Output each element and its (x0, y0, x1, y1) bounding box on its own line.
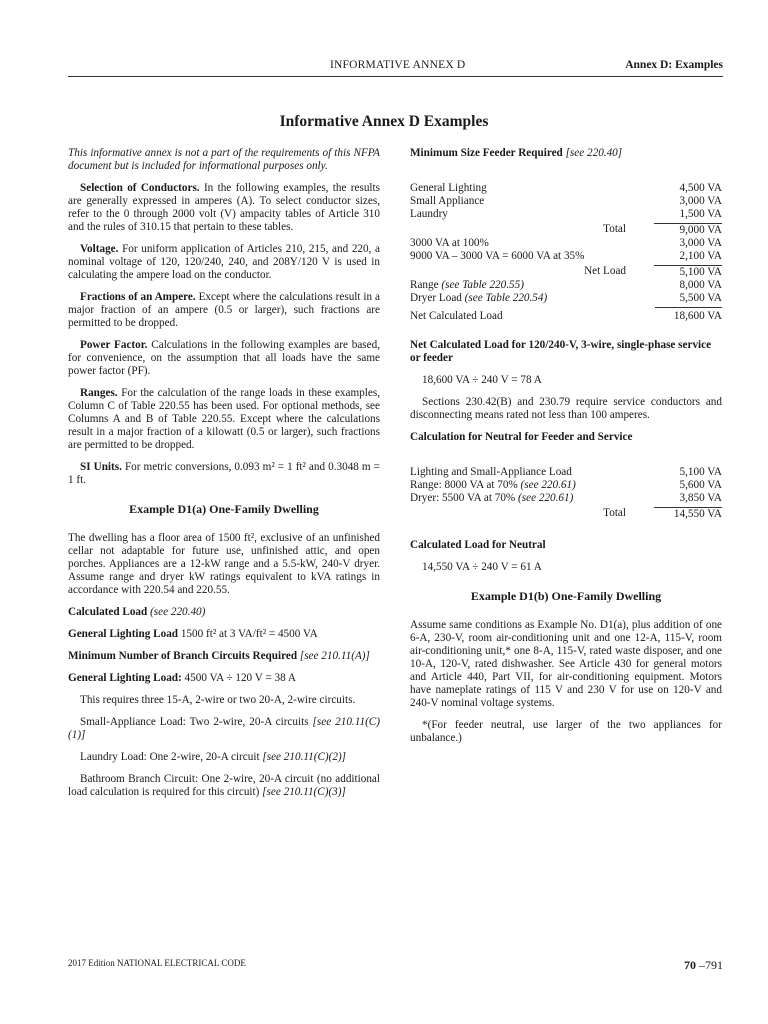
row-value: 3,000 VA (679, 195, 722, 207)
header-annex-title: INFORMATIVE ANNEX D (330, 59, 466, 71)
line-ref: (see 220.40) (147, 606, 206, 618)
table-rule (655, 307, 722, 308)
table-row (410, 237, 722, 250)
row-value: 3,000 VA (679, 237, 722, 249)
para-heading: Ranges. (80, 387, 118, 399)
para-heading: SI Units. (80, 461, 122, 473)
net-value: 5,100 VA (654, 265, 722, 279)
table-row (410, 250, 722, 263)
table-row (410, 492, 722, 505)
heading-ref: [see 220.40] (562, 147, 623, 159)
table-row (410, 208, 722, 221)
row-value: 2,100 VA (679, 250, 722, 262)
total-label: Total (603, 507, 626, 519)
example-d1b-heading: Example D1(b) One-Family Dwelling (470, 589, 662, 603)
row-label: 3000 VA at 100% (410, 237, 489, 249)
dryer-ref: (see Table 220.54) (464, 292, 548, 304)
bathroom-branch-circuit (68, 773, 380, 799)
table-row (410, 292, 722, 305)
range-label: Range (410, 279, 442, 291)
row-label: 9000 VA – 3000 VA = 6000 VA at 35% (410, 250, 585, 262)
line-text: Bathroom Branch Circuit: One 2-wire, 20-A circuit (no additional load calculation is required for this circuit) (68, 773, 380, 798)
right-column (410, 147, 722, 754)
feeder-table (410, 182, 722, 323)
row-label (410, 292, 547, 305)
page-title: Informative Annex D Examples (279, 113, 489, 130)
example-d1a-heading: Example D1(a) One-Family Dwelling (129, 502, 319, 516)
row-label: Small Appliance (410, 195, 485, 207)
left-column (68, 147, 380, 808)
para-selection-of-conductors (68, 182, 380, 234)
net-load-row (410, 265, 722, 279)
row-value: 4,500 VA (679, 182, 722, 194)
running-header (68, 59, 723, 77)
total-value: 9,000 VA (654, 223, 722, 237)
neutral-total-row (410, 507, 722, 521)
row-value: 1,500 VA (679, 208, 722, 220)
neutral-heading: Calculation for Neutral for Feeder and Service (410, 431, 633, 443)
line-text: 1500 ft² at 3 VA/ft² = 4500 VA (178, 628, 318, 640)
heading-text: Minimum Size Feeder Required (410, 147, 563, 159)
page-code: 70 (684, 958, 696, 972)
table-row (410, 479, 722, 492)
circuit-requirement: This requires three 15-A, 2-wire or two 20-A, 2-wire circuits. (80, 694, 356, 706)
line-text: Laundry Load: One 2-wire, 20-A circuit (80, 751, 263, 763)
dwelling-description: The dwelling has a floor area of 1500 ft², exclusive of an unfinished cellar not adaptable for future use, unfinished attic, and open porches. Appliances are a 12-kW range and a 5.5-kW, 240-V dryer. Assume range and dryer kW ratings equivalent to kVA ratings in accordance with 220.54 and 220.55. (68, 532, 380, 596)
line-heading: General Lighting Load: (68, 672, 182, 684)
neutral-label: Dryer: 5500 VA at 70% (410, 492, 519, 504)
table-row (410, 466, 722, 479)
neutral-ref: (see 220.61) (520, 479, 576, 491)
general-lighting-amps-line (68, 672, 380, 685)
para-text: In the following examples, the results are generally expressed in amperes (A). To select conductor sizes, refer to the 0 through 2000 volt (V) ampacity tables of Article 310 and the rules of 310.15 that pertain to these tables. (68, 182, 381, 233)
line-heading: General Lighting Load (68, 628, 179, 640)
row-label (410, 479, 576, 492)
para-fractions (68, 291, 380, 330)
para-power-factor (68, 339, 380, 378)
small-appliance-load (68, 716, 380, 742)
row-label: Laundry (410, 208, 448, 220)
table-row (410, 195, 722, 208)
calculated-load-line (68, 606, 380, 619)
line-ref: [see 210.11(C)(1)] (68, 716, 380, 741)
total-label: Total (603, 223, 626, 235)
range-ref: (see Table 220.55) (441, 279, 524, 291)
table-row (410, 182, 722, 195)
row-label (410, 279, 524, 292)
calculated-neutral-calc: 14,550 VA ÷ 240 V = 61 A (422, 561, 542, 573)
para-text: Calculations in the following examples are based, for convenience, on the assumption that all loads have the same power factor (PF). (68, 339, 380, 377)
line-text: 4500 VA ÷ 120 V = 38 A (181, 672, 296, 684)
intro-note: This informative annex is not a part of the requirements of this NFPA document but is included for informational purposes only. (68, 147, 380, 172)
page-num: –791 (696, 958, 723, 972)
line-heading: Calculated Load (68, 606, 148, 618)
row-label: General Lighting (410, 182, 487, 194)
calculated-neutral-heading: Calculated Load for Neutral (410, 539, 546, 551)
service-heading: Net Calculated Load for 120/240-V, 3-wire, single-phase service or feeder (410, 339, 712, 364)
para-text: For uniform application of Articles 210, 215, and 220, a nominal voltage of 120, 120/240, 240, and 208Y/120 V is used in calculating the ampere load on the conductor. (68, 243, 380, 281)
para-si-units (68, 461, 380, 487)
header-section-title: Annex D: Examples (625, 59, 723, 71)
footnote: *(For feeder neutral, use larger of the two appliances for unbalance.) (410, 719, 722, 744)
general-lighting-load-line (68, 628, 380, 641)
neutral-table (410, 466, 722, 521)
footer-edition: 2017 Edition NATIONAL ELECTRICAL CODE (68, 958, 246, 968)
para-text: For the calculation of the range loads in these examples, Column C of Table 220.55 has been used. For optional methods, see Columns A and B of Table 220.55. Except where the calculations result in a major fraction of a kilowatt (0.5 or larger), such fractions are permitted to be dropped. (68, 387, 380, 451)
row-label: Net Calculated Load (410, 310, 503, 322)
para-heading: Fractions of an Ampere. (80, 291, 196, 303)
row-value: 3,850 VA (679, 492, 722, 504)
net-label: Net Load (584, 265, 626, 277)
para-heading: Power Factor. (80, 339, 148, 351)
row-value: 8,000 VA (679, 279, 722, 291)
row-label (410, 492, 573, 505)
dryer-label: Dryer Load (410, 292, 465, 304)
para-text: Except where the calculations result in a major fraction of an ampere (0.5 or larger), such fractions are permitted to be dropped. (68, 291, 380, 329)
line-ref: [see 210.11(C)(3)] (262, 786, 346, 798)
min-branch-circuits-line (68, 650, 380, 663)
service-note: Sections 230.42(B) and 230.79 require service conductors and disconnecting means rated not less than 100 amperes. (410, 396, 722, 421)
para-text: For metric conversions, 0.093 m² = 1 ft² and 0.3048 m = 1 ft. (68, 461, 380, 486)
line-heading: Minimum Number of Branch Circuits Required (68, 650, 298, 662)
example-d1b-text: Assume same conditions as Example No. D1(a), plus addition of one 6-A, 230-V, room air-conditioning unit and one 12-A, 115-V, room air-conditioning unit,* one 8-A, 115-V, rated waste disposer, and one 10-A, 120-V, rated dishwasher. See Article 430 for general motors and Article 440, Part VII, for air-conditioning equipment. Motors have nameplate ratings of 115 V and 230 V for use on 120-V and 240-V nominal voltage systems. (410, 619, 722, 709)
row-value: 5,500 VA (679, 292, 722, 304)
total-row (410, 223, 722, 237)
line-ref: [see 210.11(C)(2)] (262, 751, 347, 763)
row-value: 5,100 VA (679, 466, 722, 478)
para-heading: Voltage. (80, 243, 119, 255)
para-ranges (68, 387, 380, 452)
net-calculated-load-row (410, 310, 722, 323)
laundry-load (68, 751, 380, 764)
para-heading: Selection of Conductors. (80, 182, 200, 194)
row-value: 5,600 VA (679, 479, 722, 491)
footer-page-number (684, 958, 723, 973)
table-row (410, 279, 722, 292)
neutral-label: Range: 8000 VA at 70% (410, 479, 521, 491)
feeder-heading (410, 147, 722, 160)
line-ref: [see 210.11(A)] (297, 650, 370, 662)
service-calc: 18,600 VA ÷ 240 V = 78 A (422, 374, 542, 386)
row-label (410, 466, 572, 479)
line-text: Small-Appliance Load: Two 2-wire, 20-A circuits (80, 716, 313, 728)
total-value: 14,550 VA (654, 507, 722, 521)
para-voltage (68, 243, 380, 282)
neutral-ref: (see 220.61) (518, 492, 574, 504)
neutral-label: Lighting and Small-Appliance Load (410, 466, 572, 478)
row-value: 18,600 VA (673, 310, 722, 322)
